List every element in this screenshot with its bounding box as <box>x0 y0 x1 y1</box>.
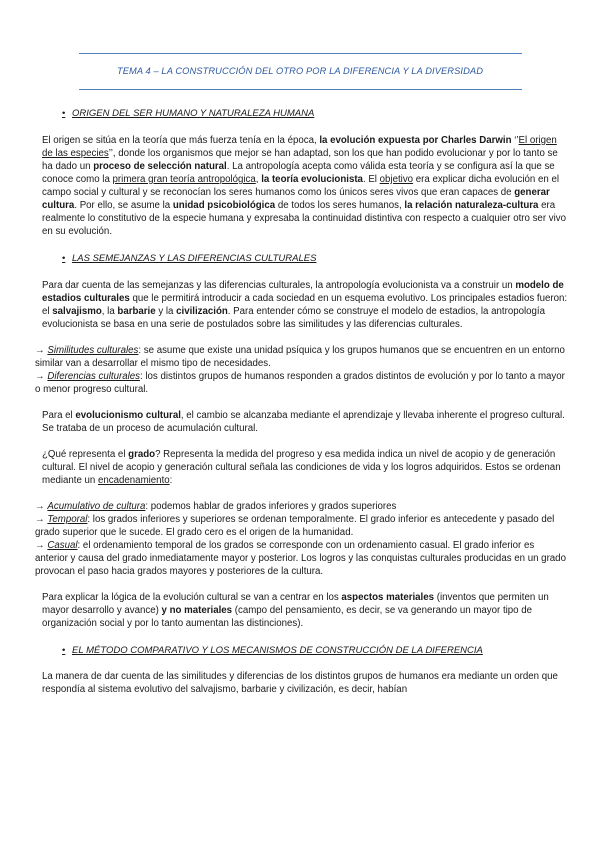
text-bold: unidad psicobiológica <box>172 200 276 211</box>
text-run: : el ordenamiento temporal de los grados se corresponde con un ordenamiento casual. El grado inferior es anterior y causa del grado inmediatamente mayor y posterior. Los logros y las conquistas culturales producidas en un grado provocan el paso hacia grados mayores y posteriores de la cultura. <box>35 540 566 577</box>
text-bold: salvajismo <box>52 306 102 317</box>
arrow-icon: → <box>35 514 45 525</box>
text-bold: la evolución expuesta por Charles Darwin <box>319 135 512 146</box>
text-run: (inventos que permiten un mayor desarrollo y avance) <box>42 592 549 616</box>
bullet-icon: • <box>62 253 66 264</box>
arrow-term: Temporal <box>47 514 88 525</box>
section-heading-metodo <box>62 644 569 657</box>
arrow-term: Acumulativo de cultura <box>47 501 146 512</box>
text-run: , el cambio se alcanzaba mediante el aprendizaje y llevaba inherente el progreso cultural. Se trataba de un proceso de acumulación cultural. <box>42 410 565 434</box>
arrow-icon: → <box>35 540 45 551</box>
text-run: ’’, donde los organismos que mejor se han adaptad, son los que han podido evolucionar y por lo tanto se ha dado un <box>42 148 558 172</box>
paragraph-origen <box>35 134 569 238</box>
section-heading-semejanzas <box>62 252 569 265</box>
text-run: El origen se sitúa en la teoría que más fuerza tenía en la época, <box>42 135 320 146</box>
section-heading-text: ORIGEN DEL SER HUMANO Y NATURALEZA HUMANA <box>72 108 315 119</box>
arrow-icon: → <box>35 501 45 512</box>
section-heading-origen <box>62 107 569 120</box>
paragraph-aspectos <box>35 591 569 630</box>
paragraph-estadios <box>35 279 569 331</box>
document-body <box>35 105 569 696</box>
title-bottom-rule <box>79 89 522 90</box>
arrow-term: Similitudes culturales <box>47 345 139 356</box>
arrow-item-diferencias <box>35 370 569 396</box>
text-run: : los grados inferiores y superiores se ordenan temporalmente. El grado inferior es antecedente y pasado del grado superior que le sucede. El grado cero es el origen de la humanidad. <box>35 514 555 538</box>
paragraph-grado <box>35 448 569 487</box>
text-run: que le permitirá introducir a cada sociedad en un esquema evolutivo. Los principales estadios fueron: el <box>42 293 568 317</box>
text-run: , la <box>101 306 118 317</box>
text-underline: objetivo <box>379 174 414 185</box>
text-underline: El origen de las especies <box>42 135 557 159</box>
text-run: . El <box>362 174 380 185</box>
arrow-icon: → <box>35 345 45 356</box>
text-underline: encadenamiento <box>98 475 170 486</box>
text-run: : podemos hablar de grados inferiores y grados superiores <box>145 501 397 512</box>
text-run: . Por ello, se asume la <box>74 200 173 211</box>
text-run: era realmente lo constitutivo de la especie humana y expresaba la continuidad distintiva con respecto a cualquier otro ser vivo en su evolución. <box>42 200 566 237</box>
text-bold: grado <box>128 449 156 460</box>
arrow-icon: → <box>35 371 45 382</box>
bullet-icon: • <box>62 108 66 119</box>
arrow-item-acumulativo <box>35 500 569 513</box>
text-bold: la teoría evolucionista <box>261 174 363 185</box>
section-heading-text: LAS SEMEJANZAS Y LAS DIFERENCIAS CULTURALES <box>72 253 317 264</box>
text-run: ‘’ <box>511 135 519 146</box>
text-bold: y no materiales <box>161 605 233 616</box>
text-run: . La antropología acepta como válida esta teoría y se configura así la que se conoce como la <box>42 161 555 185</box>
text-bold: barbarie <box>117 306 156 317</box>
title-top-rule <box>79 53 522 54</box>
document-title: TEMA 4 – LA CONSTRUCCIÓN DEL OTRO POR LA DIFERENCIA Y LA DIVERSIDAD <box>116 66 484 76</box>
text-bold: civilización <box>176 306 228 317</box>
arrow-item-temporal <box>35 513 569 539</box>
text-run: era explicar dicha evolución en el campo social y cultural y se reconocían los seres humanos como los únicos seres vivos que eran capaces de <box>42 174 559 198</box>
bullet-icon: • <box>62 645 66 656</box>
section-heading-text: EL MÉTODO COMPARATIVO Y LOS MECANISMOS DE CONSTRUCCIÓN DE LA DIFERENCIA <box>72 645 483 656</box>
paragraph-evolucionismo <box>35 409 569 435</box>
text-run: y la <box>155 306 177 317</box>
text-bold: proceso de selección natural <box>93 161 227 172</box>
text-run: (campo del pensamiento, es decir, se va generando un mayor tipo de organización social y por lo tanto aumentan las distinciones). <box>42 605 533 629</box>
text-bold: aspectos materiales <box>341 592 435 603</box>
text-run: Para dar cuenta de las semejanzas y las diferencias culturales, la antropología evolucionista va a construir un <box>42 280 516 291</box>
text-run: Para el <box>42 410 76 421</box>
text-run: de todos los seres humanos, <box>275 200 405 211</box>
text-run: : se asume que existe una unidad psíquica y los grupos humanos que se encuentren en un entorno similar van a desarrollar el mismo tipo de necesidades. <box>35 345 565 369</box>
text-underline: primera gran teoría antropológica <box>112 174 256 185</box>
arrow-term: Diferencias culturales <box>47 371 140 382</box>
text-bold: generar cultura <box>42 187 550 211</box>
arrow-item-similitudes <box>35 344 569 370</box>
text-bold: la relación naturaleza-cultura <box>404 200 539 211</box>
text-run: ? Representa la medida del progreso y esa medida indica un nivel de acopio y de generación cultural. El nivel de acopio y generación cultural señala las condiciones de vida y los logros adquiridos. Estos se ordenan mediante un <box>42 449 561 486</box>
text-bold: modelo de estadios culturales <box>42 280 564 304</box>
arrow-item-casual <box>35 539 569 578</box>
text-run: Para explicar la lógica de la evolución cultural se van a centrar en los <box>42 592 342 603</box>
text-run: ¿Qué representa el <box>42 449 129 460</box>
paragraph-metodo: La manera de dar cuenta de las similitudes y diferencias de los distintos grupos de humanos era mediante un orden que respondía al sistema evolutivo del salvajismo, barbarie y civilización, es decir, habían <box>42 671 558 695</box>
text-run: : <box>169 475 173 486</box>
text-bold: evolucionismo cultural <box>75 410 181 421</box>
text-run: . Para entender cómo se construye el modelo de estadios, la antropología evolucionista se basa en una serie de postulados sobre las similitudes y las diferencias culturales. <box>42 306 545 330</box>
arrow-term: Casual <box>47 540 78 551</box>
text-run: , <box>255 174 262 185</box>
text-run: : los distintos grupos de humanos responden a grados distintos de evolución y por lo tanto a mayor o menor progreso cultural. <box>35 371 565 395</box>
